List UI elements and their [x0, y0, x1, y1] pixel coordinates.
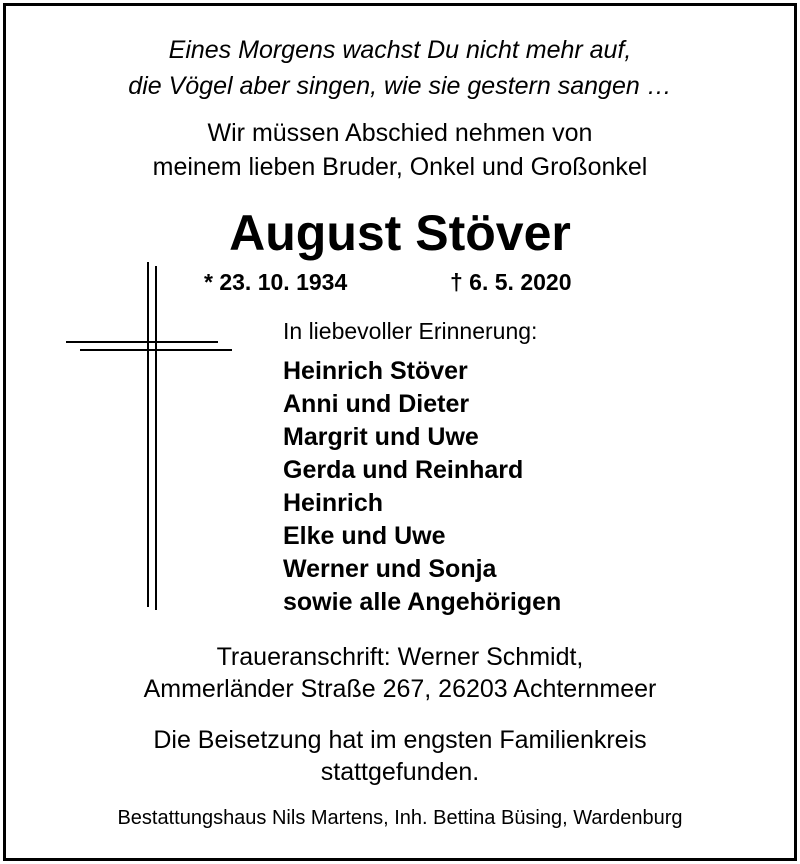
family-member: Margrit und Uwe: [283, 423, 479, 451]
quote-line-2: die Vögel aber singen, wie sie gestern sangen …: [128, 72, 672, 100]
burial-line-1: Die Beisetzung hat im engsten Familienkreis: [153, 726, 647, 754]
family-member: Werner und Sonja: [283, 555, 497, 583]
family-member: sowie alle Angehörigen: [283, 588, 562, 616]
family-member: Elke und Uwe: [283, 522, 446, 550]
family-member: Heinrich: [283, 489, 384, 517]
address-line-2: Ammerländer Straße 267, 26203 Achternmeer: [143, 675, 657, 703]
burial-line-2: stattgefunden.: [320, 758, 480, 786]
family-member: Heinrich Stöver: [283, 357, 468, 385]
intro-line-1: Wir müssen Abschied nehmen von: [207, 119, 593, 147]
family-member: Gerda und Reinhard: [283, 456, 524, 484]
quote-line-1: Eines Morgens wachst Du nicht mehr auf,: [168, 36, 632, 64]
address-line-1: Traueranschrift: Werner Schmidt,: [216, 643, 584, 671]
death-date: † 6. 5. 2020: [450, 269, 572, 295]
family-member: Anni und Dieter: [283, 390, 470, 418]
funeral-home-footer: Bestattungshaus Nils Martens, Inh. Bettina Büsing, Wardenburg: [117, 807, 683, 829]
intro-line-2: meinem lieben Bruder, Onkel und Großonkel: [152, 153, 648, 181]
deceased-name: August Stöver: [229, 205, 571, 261]
birth-date: * 23. 10. 1934: [204, 269, 348, 295]
memory-label: In liebevoller Erinnerung:: [283, 318, 538, 344]
